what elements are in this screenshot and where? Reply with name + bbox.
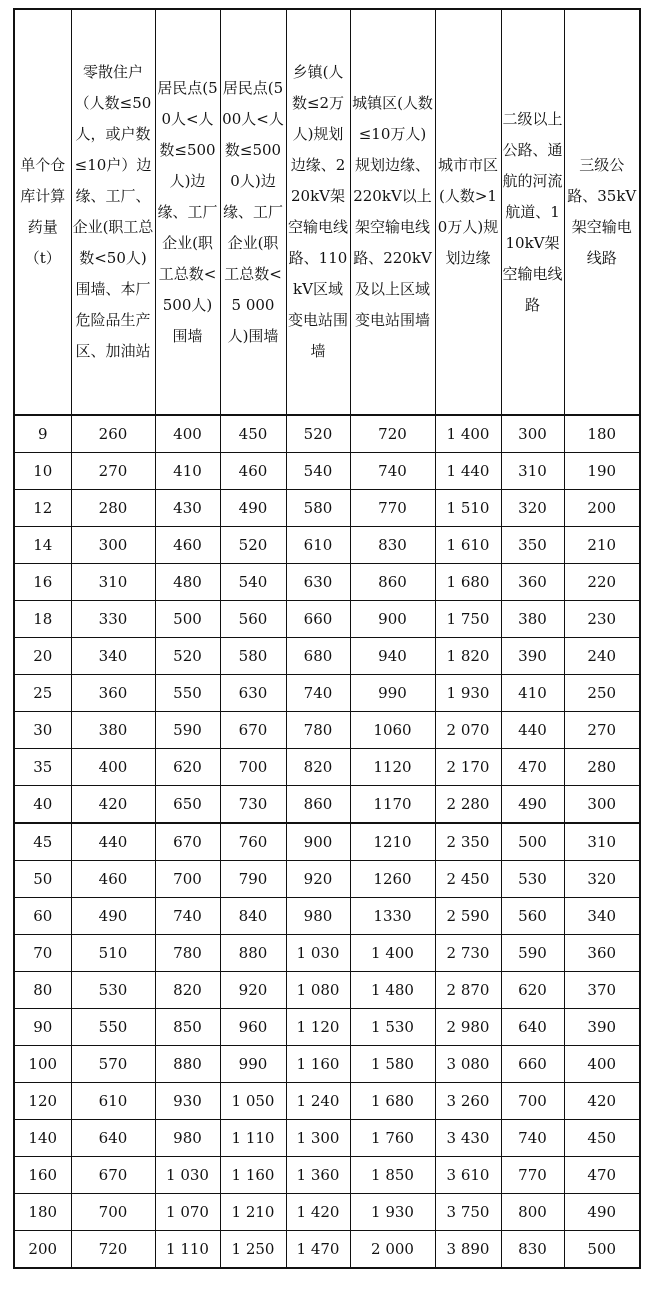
distance-cell: 590 (501, 935, 564, 972)
table-row (14, 1194, 640, 1231)
charge-cell: 60 (14, 898, 71, 935)
distance-cell: 740 (286, 675, 350, 712)
distance-cell: 830 (501, 1231, 564, 1269)
distance-cell: 1 530 (350, 1009, 435, 1046)
table-row (14, 601, 640, 638)
distance-cell: 500 (155, 601, 220, 638)
distance-cell: 740 (501, 1120, 564, 1157)
table-row (14, 861, 640, 898)
distance-cell: 380 (71, 712, 155, 749)
charge-cell: 35 (14, 749, 71, 786)
distance-cell: 520 (220, 527, 286, 564)
distance-cell: 500 (501, 823, 564, 861)
distance-cell: 650 (155, 786, 220, 824)
distance-cell: 420 (71, 786, 155, 824)
distance-cell: 330 (71, 601, 155, 638)
distance-cell: 180 (564, 415, 640, 453)
distance-cell: 520 (155, 638, 220, 675)
distance-cell: 300 (71, 527, 155, 564)
distance-cell: 1 850 (350, 1157, 435, 1194)
distance-cell: 1 110 (220, 1120, 286, 1157)
distance-cell: 440 (501, 712, 564, 749)
distance-cell: 1 820 (435, 638, 501, 675)
table-row (14, 1231, 640, 1269)
header-cell-town-district: 城镇区(人数≤10万人)规划边缘、220kV以上架空输电线路、220kV及以上区域变电站围墙 (350, 9, 435, 415)
header-cell-highway-level2: 二级以上公路、通航的河流航道、110kV架空输电线路 (501, 9, 564, 415)
distance-cell: 990 (220, 1046, 286, 1083)
distance-cell: 1 420 (286, 1194, 350, 1231)
distance-cell: 730 (220, 786, 286, 824)
distance-cell: 960 (220, 1009, 286, 1046)
distance-cell: 770 (501, 1157, 564, 1194)
distance-cell: 530 (501, 861, 564, 898)
distance-cell: 660 (501, 1046, 564, 1083)
distance-cell: 400 (155, 415, 220, 453)
header-row (14, 9, 640, 415)
charge-cell: 45 (14, 823, 71, 861)
distance-cell: 1 250 (220, 1231, 286, 1269)
distance-cell: 440 (71, 823, 155, 861)
charge-cell: 10 (14, 453, 71, 490)
distance-cell: 1 110 (155, 1231, 220, 1269)
charge-cell: 20 (14, 638, 71, 675)
distance-cell: 3 610 (435, 1157, 501, 1194)
distance-cell: 2 730 (435, 935, 501, 972)
distance-cell: 780 (155, 935, 220, 972)
distance-cell: 570 (71, 1046, 155, 1083)
distance-cell: 1 210 (220, 1194, 286, 1231)
distance-cell: 700 (155, 861, 220, 898)
distance-cell: 520 (286, 415, 350, 453)
distance-cell: 610 (286, 527, 350, 564)
distance-cell: 300 (564, 786, 640, 824)
charge-cell: 9 (14, 415, 71, 453)
distance-cell: 1 470 (286, 1231, 350, 1269)
distance-cell: 700 (220, 749, 286, 786)
distance-cell: 550 (155, 675, 220, 712)
distance-cell: 670 (155, 823, 220, 861)
distance-cell: 1 930 (350, 1194, 435, 1231)
distance-cell: 270 (71, 453, 155, 490)
table-row (14, 453, 640, 490)
distance-cell: 740 (350, 453, 435, 490)
distance-cell: 410 (501, 675, 564, 712)
charge-cell: 120 (14, 1083, 71, 1120)
distance-cell: 1120 (350, 749, 435, 786)
distance-cell: 340 (564, 898, 640, 935)
distance-cell: 700 (71, 1194, 155, 1231)
distance-cell: 1 030 (155, 1157, 220, 1194)
distance-cell: 1 400 (350, 935, 435, 972)
distance-cell: 3 080 (435, 1046, 501, 1083)
distance-cell: 670 (220, 712, 286, 749)
distance-cell: 1 400 (435, 415, 501, 453)
distance-cell: 590 (155, 712, 220, 749)
distance-cell: 1330 (350, 898, 435, 935)
header-cell-charge: 单个仓库计算药量（t） (14, 9, 71, 415)
distance-cell: 930 (155, 1083, 220, 1120)
table-wrapper (13, 8, 641, 1269)
distance-cell: 980 (286, 898, 350, 935)
charge-cell: 70 (14, 935, 71, 972)
distance-cell: 420 (564, 1083, 640, 1120)
distance-cell: 790 (220, 861, 286, 898)
distance-cell: 480 (155, 564, 220, 601)
distance-cell: 880 (155, 1046, 220, 1083)
charge-cell: 18 (14, 601, 71, 638)
table-row (14, 935, 640, 972)
distance-cell: 1 610 (435, 527, 501, 564)
table-row (14, 823, 640, 861)
distance-cell: 460 (220, 453, 286, 490)
distance-cell: 2 980 (435, 1009, 501, 1046)
distance-cell: 920 (220, 972, 286, 1009)
distance-cell: 630 (220, 675, 286, 712)
distance-cell: 270 (564, 712, 640, 749)
table-row (14, 749, 640, 786)
distance-cell: 640 (71, 1120, 155, 1157)
distance-cell: 2 280 (435, 786, 501, 824)
distance-cell: 530 (71, 972, 155, 1009)
distance-cell: 370 (564, 972, 640, 1009)
table-row (14, 675, 640, 712)
distance-cell: 360 (501, 564, 564, 601)
distance-cell: 1260 (350, 861, 435, 898)
table-row (14, 1083, 640, 1120)
distance-cell: 980 (155, 1120, 220, 1157)
distance-cell: 620 (155, 749, 220, 786)
distance-cell: 460 (71, 861, 155, 898)
charge-cell: 100 (14, 1046, 71, 1083)
distance-cell: 490 (71, 898, 155, 935)
distance-cell: 720 (71, 1231, 155, 1269)
distance-cell: 580 (286, 490, 350, 527)
distance-cell: 720 (350, 415, 435, 453)
distance-cell: 1 360 (286, 1157, 350, 1194)
distance-cell: 470 (501, 749, 564, 786)
distance-cell: 200 (564, 490, 640, 527)
distance-cell: 940 (350, 638, 435, 675)
charge-cell: 140 (14, 1120, 71, 1157)
distance-cell: 900 (350, 601, 435, 638)
distance-cell: 1 080 (286, 972, 350, 1009)
distance-cell: 510 (71, 935, 155, 972)
table-row (14, 972, 640, 1009)
distance-cell: 1 070 (155, 1194, 220, 1231)
distance-cell: 250 (564, 675, 640, 712)
distance-cell: 2 000 (350, 1231, 435, 1269)
distance-cell: 1 160 (286, 1046, 350, 1083)
distance-cell: 1 680 (435, 564, 501, 601)
distance-cell: 680 (286, 638, 350, 675)
distance-cell: 700 (501, 1083, 564, 1120)
header-cell-scattered-households: 零散住户（人数≤50人，或户数≤10户）边缘、工厂、企业(职工总数<50人)围墙、本厂危险品生产区、加油站 (71, 9, 155, 415)
distance-cell: 540 (220, 564, 286, 601)
distance-cell: 220 (564, 564, 640, 601)
header-cell-residential-5000: 居民点(500人<人数≤5000人)边缘、工厂企业(职工总数<5 000人)围墙 (220, 9, 286, 415)
charge-cell: 90 (14, 1009, 71, 1046)
distance-cell: 240 (564, 638, 640, 675)
distance-cell: 360 (564, 935, 640, 972)
distance-cell: 860 (286, 786, 350, 824)
header-cell-residential-500: 居民点(50人<人数≤500人)边缘、工厂企业(职工总数<500人)围墙 (155, 9, 220, 415)
table-row (14, 712, 640, 749)
distance-cell: 410 (155, 453, 220, 490)
table-row (14, 490, 640, 527)
distance-cell: 400 (71, 749, 155, 786)
distance-cell: 2 170 (435, 749, 501, 786)
distance-cell: 2 590 (435, 898, 501, 935)
distance-cell: 620 (501, 972, 564, 1009)
distance-cell: 380 (501, 601, 564, 638)
distance-cell: 640 (501, 1009, 564, 1046)
charge-cell: 160 (14, 1157, 71, 1194)
distance-cell: 190 (564, 453, 640, 490)
distance-cell: 400 (564, 1046, 640, 1083)
distance-cell: 320 (501, 490, 564, 527)
distance-cell: 230 (564, 601, 640, 638)
distance-cell: 360 (71, 675, 155, 712)
distance-cell: 260 (71, 415, 155, 453)
distance-cell: 310 (501, 453, 564, 490)
distance-cell: 660 (286, 601, 350, 638)
distance-cell: 1 680 (350, 1083, 435, 1120)
distance-cell: 610 (71, 1083, 155, 1120)
distance-cell: 560 (220, 601, 286, 638)
distance-cell: 760 (220, 823, 286, 861)
distance-cell: 830 (350, 527, 435, 564)
distance-cell: 1060 (350, 712, 435, 749)
charge-cell: 14 (14, 527, 71, 564)
charge-cell: 25 (14, 675, 71, 712)
distance-cell: 580 (220, 638, 286, 675)
distance-cell: 880 (220, 935, 286, 972)
charge-cell: 200 (14, 1231, 71, 1269)
charge-cell: 16 (14, 564, 71, 601)
table-row (14, 1120, 640, 1157)
charge-cell: 40 (14, 786, 71, 824)
distance-cell: 990 (350, 675, 435, 712)
distance-cell: 2 350 (435, 823, 501, 861)
charge-cell: 12 (14, 490, 71, 527)
distance-cell: 1 050 (220, 1083, 286, 1120)
distance-cell: 310 (71, 564, 155, 601)
distance-cell: 550 (71, 1009, 155, 1046)
distance-cell: 630 (286, 564, 350, 601)
distance-cell: 280 (71, 490, 155, 527)
header-cell-township: 乡镇(人数≤2万人)规划边缘、220kV架空输电线路、110kV区域变电站围墙 (286, 9, 350, 415)
table-row (14, 1046, 640, 1083)
table-row (14, 415, 640, 453)
distance-cell: 740 (155, 898, 220, 935)
distance-cell: 800 (501, 1194, 564, 1231)
distance-cell: 1 240 (286, 1083, 350, 1120)
distance-cell: 780 (286, 712, 350, 749)
distance-cell: 860 (350, 564, 435, 601)
distance-cell: 320 (564, 861, 640, 898)
distance-cell: 1 760 (350, 1120, 435, 1157)
distance-cell: 1 580 (350, 1046, 435, 1083)
header-cell-city-district: 城市市区(人数>10万人)规划边缘 (435, 9, 501, 415)
charge-cell: 80 (14, 972, 71, 1009)
distance-cell: 1 510 (435, 490, 501, 527)
distance-cell: 1 480 (350, 972, 435, 1009)
distance-cell: 430 (155, 490, 220, 527)
distance-cell: 340 (71, 638, 155, 675)
table-body (14, 415, 640, 1268)
distance-cell: 390 (501, 638, 564, 675)
distance-cell: 300 (501, 415, 564, 453)
charge-cell: 180 (14, 1194, 71, 1231)
distance-cell: 460 (155, 527, 220, 564)
distance-cell: 210 (564, 527, 640, 564)
distance-cell: 840 (220, 898, 286, 935)
distance-cell: 3 890 (435, 1231, 501, 1269)
distance-cell: 850 (155, 1009, 220, 1046)
charge-cell: 50 (14, 861, 71, 898)
distance-cell: 1 930 (435, 675, 501, 712)
distance-cell: 1 030 (286, 935, 350, 972)
distance-cell: 1 440 (435, 453, 501, 490)
distance-cell: 490 (220, 490, 286, 527)
distance-cell: 920 (286, 861, 350, 898)
distance-cell: 450 (564, 1120, 640, 1157)
distance-cell: 560 (501, 898, 564, 935)
distance-cell: 1210 (350, 823, 435, 861)
distance-cell: 450 (220, 415, 286, 453)
distance-cell: 820 (155, 972, 220, 1009)
distance-cell: 470 (564, 1157, 640, 1194)
distance-cell: 820 (286, 749, 350, 786)
table-row (14, 898, 640, 935)
distance-cell: 490 (501, 786, 564, 824)
distance-cell: 670 (71, 1157, 155, 1194)
table-row (14, 786, 640, 824)
distance-cell: 1170 (350, 786, 435, 824)
distance-cell: 1 300 (286, 1120, 350, 1157)
distance-cell: 390 (564, 1009, 640, 1046)
distance-cell: 3 750 (435, 1194, 501, 1231)
table-row (14, 527, 640, 564)
distance-cell: 540 (286, 453, 350, 490)
distance-table (13, 8, 641, 1269)
table-row (14, 1009, 640, 1046)
distance-cell: 310 (564, 823, 640, 861)
distance-cell: 2 870 (435, 972, 501, 1009)
distance-cell: 500 (564, 1231, 640, 1269)
distance-cell: 2 450 (435, 861, 501, 898)
distance-cell: 280 (564, 749, 640, 786)
distance-cell: 490 (564, 1194, 640, 1231)
distance-cell: 3 430 (435, 1120, 501, 1157)
distance-cell: 900 (286, 823, 350, 861)
distance-cell: 3 260 (435, 1083, 501, 1120)
charge-cell: 30 (14, 712, 71, 749)
distance-cell: 770 (350, 490, 435, 527)
distance-cell: 2 070 (435, 712, 501, 749)
distance-cell: 1 750 (435, 601, 501, 638)
distance-cell: 1 160 (220, 1157, 286, 1194)
distance-cell: 1 120 (286, 1009, 350, 1046)
distance-cell: 350 (501, 527, 564, 564)
table-row (14, 638, 640, 675)
table-row (14, 1157, 640, 1194)
table-row (14, 564, 640, 601)
header-cell-highway-level3: 三级公路、35kV架空输电线路 (564, 9, 640, 415)
